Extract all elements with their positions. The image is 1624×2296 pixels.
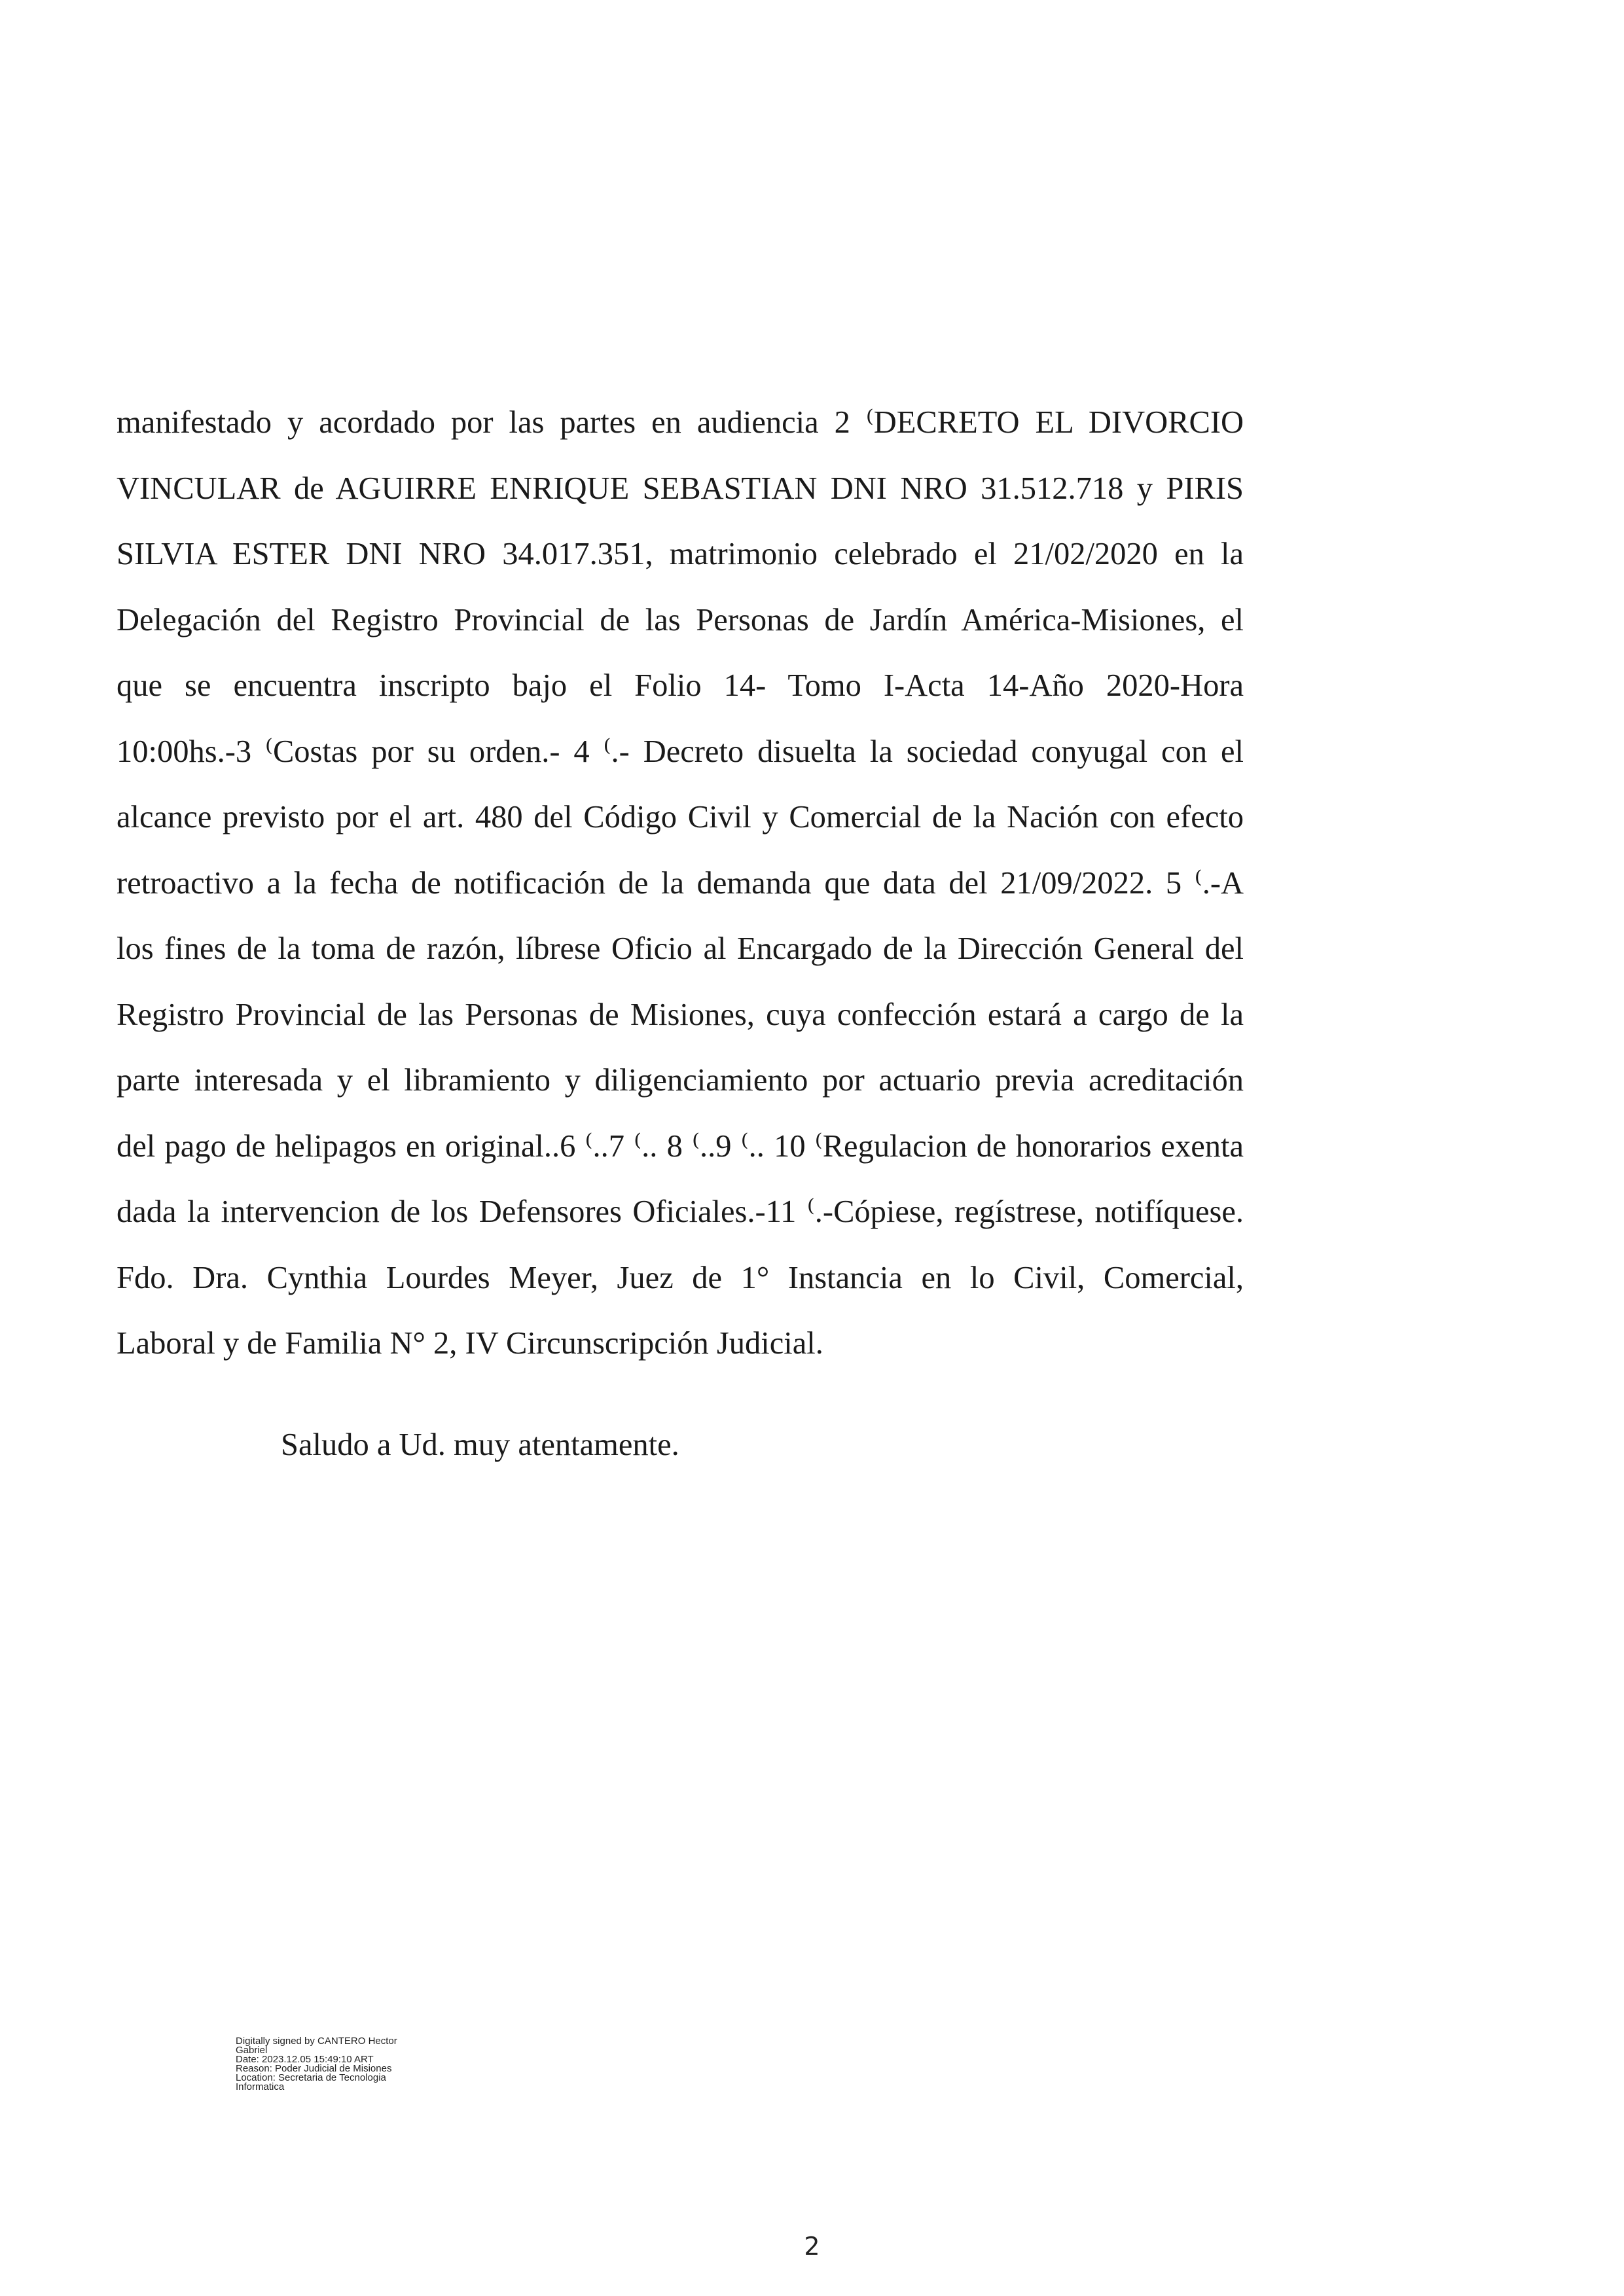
signature-location-cont: Informatica bbox=[236, 2081, 285, 2092]
paragraph-line: Registro Provincial de las Personas de Misiones, cuya confección estará a cargo de la bbox=[117, 997, 1244, 1032]
signature-signer: Digitally signed by CANTERO Hector bbox=[236, 2036, 397, 2047]
paragraph-line: retroactivo a la fecha de notificación de la demanda que data del 21/09/2022. 5 ⁽.-A bbox=[117, 865, 1244, 901]
paragraph-line: 10:00hs.-3 ⁽Costas por su orden.- 4 ⁽.- Decreto disuelta la sociedad conyugal con el bbox=[117, 734, 1244, 769]
paragraph-line: parte interesada y el libramiento y diligenciamiento por actuario previa acreditación bbox=[117, 1063, 1244, 1098]
paragraph-line: alcance previsto por el art. 480 del Código Civil y Comercial de la Nación con efecto bbox=[117, 800, 1244, 834]
paragraph-line: Laboral y de Familia N° 2, IV Circunscripción Judicial. bbox=[117, 1326, 823, 1361]
signature-date: Date: 2023.12.05 15:49:10 ART bbox=[236, 2054, 374, 2065]
closing-salutation: Saludo a Ud. muy atentamente. bbox=[281, 1427, 679, 1462]
paragraph-line: los fines de la toma de razón, líbrese Oficio al Encargado de la Dirección General del bbox=[117, 931, 1244, 966]
signature-signer-cont: Gabriel bbox=[236, 2045, 268, 2056]
paragraph-line: manifestado y acordado por las partes en audiencia 2 ⁽DECRETO EL DIVORCIO bbox=[117, 405, 1244, 440]
signature-location: Location: Secretaria de Tecnologia bbox=[236, 2072, 386, 2083]
paragraph-line: Fdo. Dra. Cynthia Lourdes Meyer, Juez de 1° Instancia en lo Civil, Comercial, bbox=[117, 1260, 1244, 1295]
paragraph-line: VINCULAR de AGUIRRE ENRIQUE SEBASTIAN DNI NRO 31.512.718 y PIRIS bbox=[117, 471, 1244, 506]
signature-reason: Reason: Poder Judicial de Misiones bbox=[236, 2063, 392, 2074]
digital-signature-stamp bbox=[236, 2037, 445, 2092]
page-number: 2 bbox=[804, 2232, 820, 2261]
paragraph-line: SILVIA ESTER DNI NRO 34.017.351, matrimonio celebrado el 21/02/2020 en la bbox=[117, 537, 1244, 571]
paragraph-line: que se encuentra inscripto bajo el Folio 14- Tomo I-Acta 14-Año 2020-Hora bbox=[117, 668, 1244, 703]
paragraph-line: del pago de helipagos en original..6 ⁽..7 ⁽.. 8 ⁽..9 ⁽.. 10 ⁽Regulacion de honorarios exenta bbox=[117, 1128, 1244, 1164]
paragraph-line: dada la intervencion de los Defensores Oficiales.-11 ⁽.-Cópiese, regístrese, notifíquese. bbox=[117, 1194, 1244, 1229]
paragraph-line: Delegación del Registro Provincial de las Personas de Jardín América-Misiones, el bbox=[117, 602, 1244, 637]
resolution-paragraph bbox=[117, 390, 1244, 1377]
